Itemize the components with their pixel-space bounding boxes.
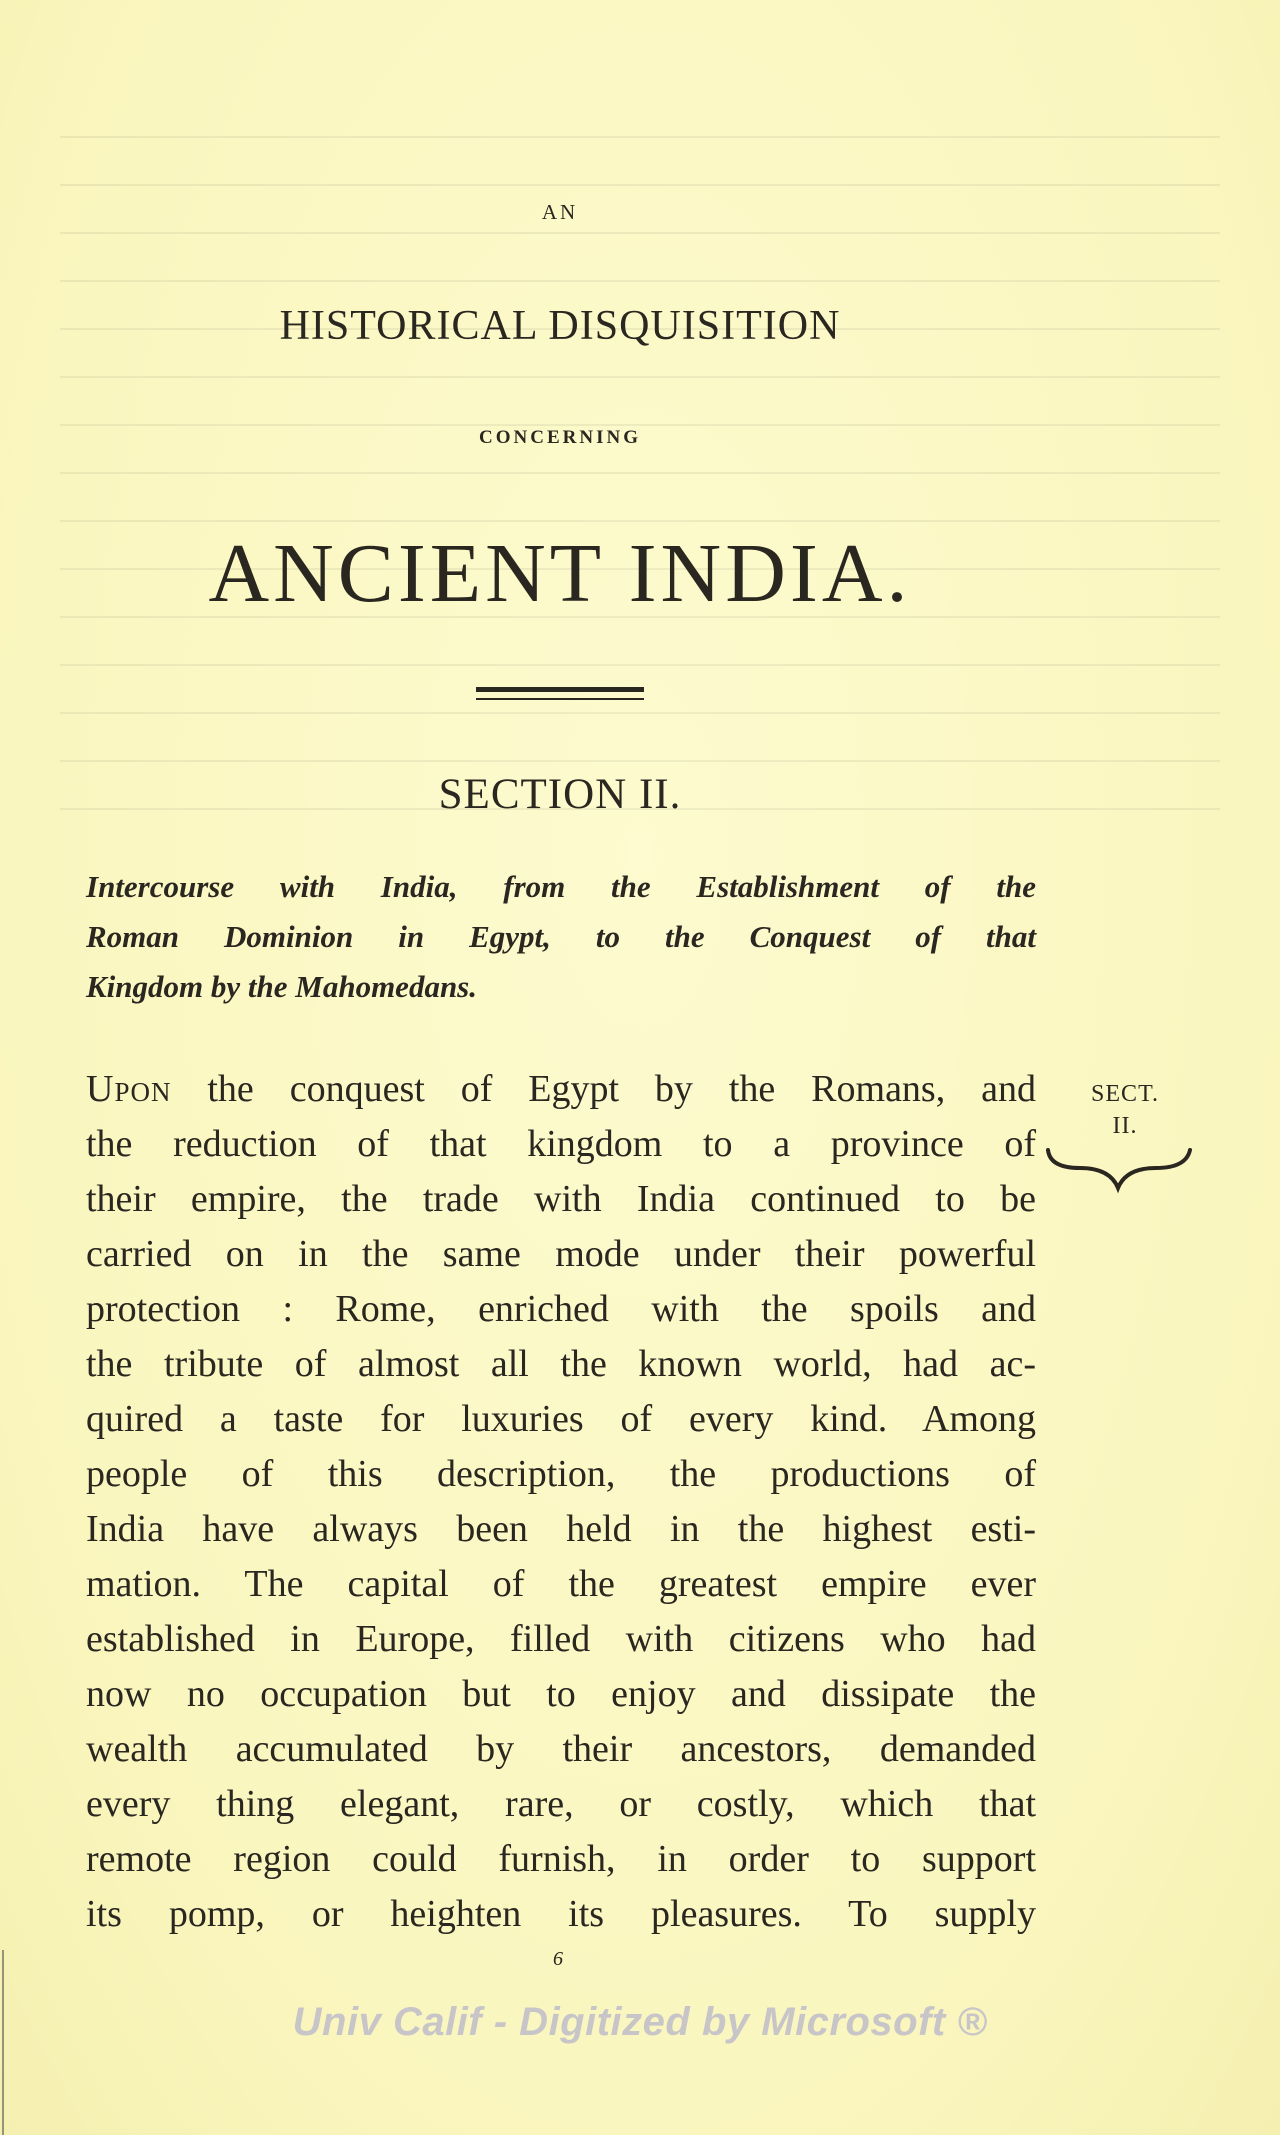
- margin-note: [1070, 1078, 1180, 1142]
- body-line: now no occupation but to enjoy and dissipate the: [86, 1673, 1036, 1715]
- body-line: remote region could furnish, in order to support: [86, 1838, 1036, 1880]
- show-through-texture: [60, 90, 1220, 810]
- body-line: the tribute of almost all the known world, had ac-: [86, 1343, 1036, 1385]
- title-concerning: CONCERNING: [479, 427, 641, 448]
- body-line: established in Europe, filled with citizens who had: [86, 1618, 1036, 1660]
- margin-number: II.: [1112, 1113, 1138, 1139]
- margin-sect: SECT.: [1091, 1081, 1159, 1107]
- main-title: ANCIENT INDIA.: [208, 527, 912, 620]
- title-rule-thin: [476, 698, 644, 700]
- digitization-watermark: Univ Calif - Digitized by Microsoft ®: [292, 2000, 988, 2044]
- summary-line: Intercourse with India, from the Establishment of the: [86, 869, 1036, 904]
- body-line: every thing elegant, rare, or costly, which that: [86, 1783, 1036, 1825]
- body-line: protection : Rome, enriched with the spoils and: [86, 1288, 1036, 1330]
- body-line: carried on in the same mode under their powerful: [86, 1233, 1036, 1275]
- body-line: mation. The capital of the greatest empire ever: [86, 1563, 1036, 1605]
- body-line: India have always been held in the highest esti-: [86, 1508, 1036, 1550]
- title-disquisition: HISTORICAL DISQUISITION: [279, 303, 841, 349]
- summary-line: Kingdom by the Mahomedans.: [86, 969, 477, 1004]
- first-line-rest: the conquest of Egypt by the Romans, and: [171, 1068, 1036, 1110]
- section-summary: [86, 862, 1036, 1012]
- summary-line: Roman Dominion in Egypt, to the Conquest of that: [86, 919, 1036, 954]
- opening-word: Upon: [86, 1068, 172, 1110]
- margin-brace-icon: [1040, 1138, 1200, 1198]
- body-line-first: [86, 1062, 1036, 1117]
- body-line: wealth accumulated by their ancestors, demanded: [86, 1728, 1036, 1770]
- body-line: its pomp, or heighten its pleasures. To supply: [86, 1893, 1036, 1935]
- body-paragraph: [86, 1062, 1036, 1942]
- section-heading: SECTION II.: [438, 771, 682, 818]
- title-an: AN: [541, 200, 579, 224]
- title-rule-thick: [476, 687, 644, 692]
- body-line: quired a taste for luxuries of every kind. Among: [86, 1398, 1036, 1440]
- body-line: the reduction of that kingdom to a province of: [86, 1123, 1036, 1165]
- body-line: their empire, the trade with India continued to be: [86, 1178, 1036, 1220]
- body-line: people of this description, the productions of: [86, 1453, 1036, 1495]
- folio-mark: 6: [553, 1948, 563, 1970]
